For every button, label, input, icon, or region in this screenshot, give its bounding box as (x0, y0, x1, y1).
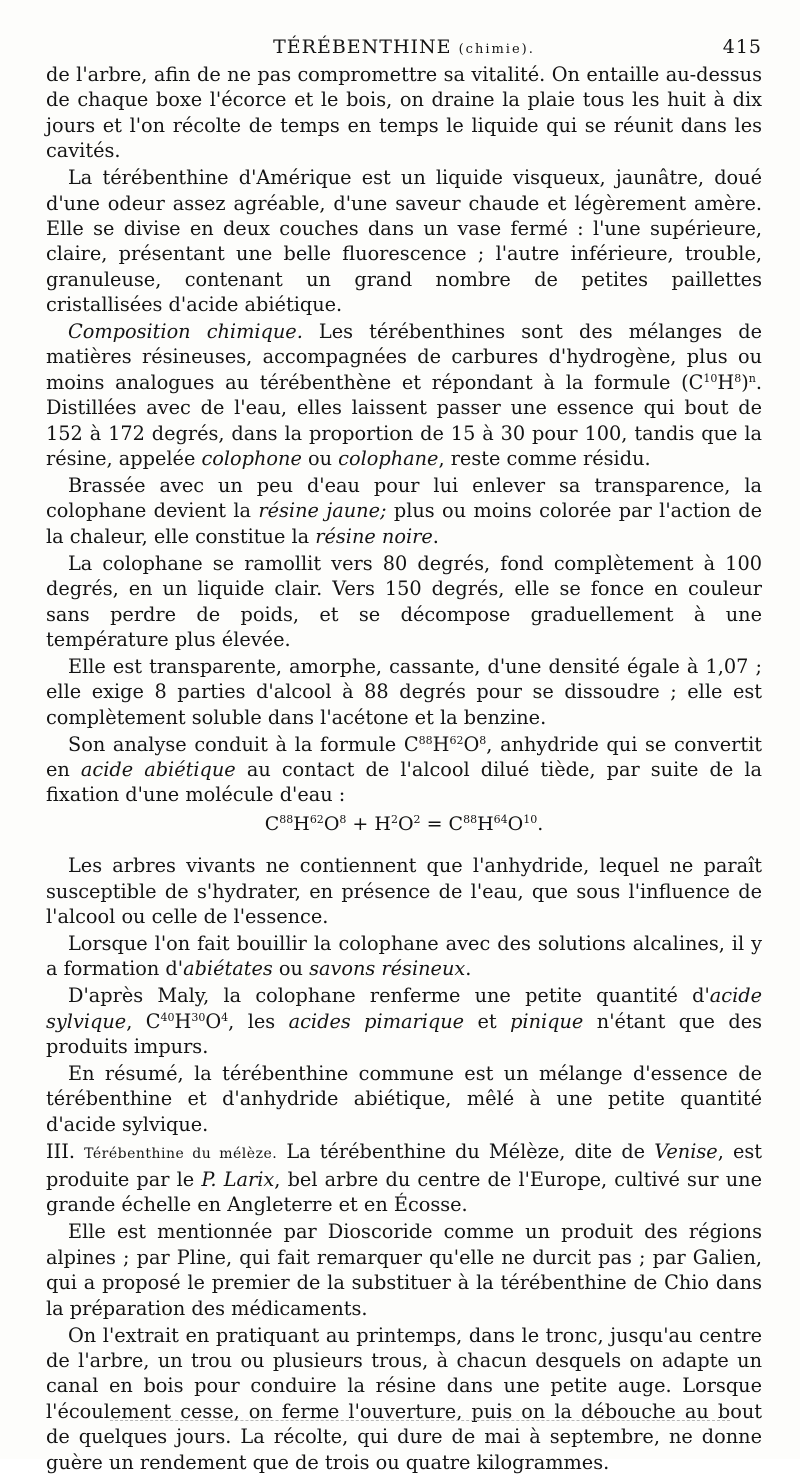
running-header (46, 36, 762, 62)
page-body (46, 62, 762, 1475)
chemical-equation: $C^{88}H^{62}O^8 + H^2O^2 = C^{88}H^{64}O^{10}$. (264, 812, 544, 835)
paragraph-5: La colophane se ramollit vers 80 degrés, fond complètement à 100 degrés, en un liquide clair. Vers 150 degrés, elle se fonce en couleur sans perdre de poids, et se décompose graduellement à une température plus élevée. (46, 551, 762, 651)
paragraph-1: de l'arbre, afin de ne pas compromettre sa vitalité. On entaille au-dessus de chaque boxe l'écorce et le bois, on draine la plaie tous les huit à dix jours et l'on récolte de temps en temps le liquide qui se réunit dans les cavités. (46, 63, 762, 163)
running-title (46, 36, 762, 58)
paragraph-8: Les arbres vivants ne contiennent que l'anhydride, lequel ne paraît susceptible de s'hydrater, en présence de l'eau, que sous l'influence de l'alcool ou celle de l'essence. (46, 854, 762, 928)
paragraph-6: Elle est transparente, amorphe, cassante, d'une densité égale à 1,07 ; elle exige 8 parties d'alcool à 88 degrés pour se dissoudre ; elle est complètement soluble dans l'acétone et la benzine. (46, 654, 762, 729)
paragraph-12: III. Térébenthine du mélèze. La térébenthine du Mélèze, dite de Venise, est produite par le P. Larix, bel arbre du centre de l'Europe, cultivé sur une grande échelle en Angleterre et en Écosse. (46, 1139, 763, 1217)
section-title: Térébenthine du mélèze. (84, 1145, 278, 1162)
paragraph-7: Son analyse conduit à la formule $C^{88}H^{62}O^8$, anhydride qui se convertit en acide abiétique au contact de l'alcool dilué tiède, par suite de la fixation d'une molécule d'eau : (46, 732, 763, 807)
paragraph-11: En résumé, la térébenthine commune est un mélange d'essence de térébenthine et d'anhydride abiétique, mêlé à une petite quantité d'acide sylvique. (46, 1061, 762, 1136)
paragraph-2: La térébenthine d'Amérique est un liquide visqueux, jaunâtre, doué d'une odeur assez agréable, d'une saveur chaude et légèrement amère. Elle se divise en deux couches dans un vase fermé : l'une supérieure, claire, présentant une belle fluorescence ; l'autre inférieure, trouble, granuleuse, contenant un grand nombre de petites paillettes cristallisées d'acide abiétique. (46, 166, 762, 317)
section-heading: Composition chimique. (68, 320, 303, 344)
header-subtitle: (chimie). (458, 42, 535, 57)
paragraph-13: Elle est mentionnée par Dioscoride comme un produit des régions alpines ; par Pline, qui fait remarquer qu'elle ne durcit pas ; par Galien, qui a proposé le premier de la substituer à la térébenthine de Chio dans la préparation des médicaments. (46, 1220, 762, 1320)
header-title: TÉRÉBENTHINE (273, 36, 452, 58)
paragraph-9: Lorsque l'on fait bouillir la colophane avec des solutions alcalines, il y a formation d'abiétates ou savons résineux. (46, 931, 762, 981)
section-number: III. (46, 1139, 75, 1163)
page-number: 415 (722, 36, 762, 58)
paragraph-4: Brassée avec un peu d'eau pour lui enlever sa transparence, la colophane devient la résine jaune; plus ou moins colorée par l'action de la chaleur, elle constitue la résine noire. (46, 474, 762, 548)
footer-dotted-line (110, 1420, 730, 1421)
paragraph-10: D'après Maly, la colophane renferme une petite quantité d'acide sylvique, $C^{40}H^{30}O^4$, les acides pimarique et pinique n'étant que des produits impurs. (46, 984, 763, 1059)
paragraph-14: On l'extrait en pratiquant au printemps, dans le tronc, jusqu'au centre de l'arbre, un trou ou plusieurs trous, à chacun desquels on adapte un canal en bois pour conduire la résine dans une petite auge. Lorsque l'écoulement cesse, on ferme l'ouverture, puis on la débouche au bout de quelques jours. La récolte, qui dure de mai à septembre, ne donne guère un rendement que de trois ou quatre kilogrammes. (46, 1323, 762, 1474)
paragraph-3: Composition chimique. Les térébenthines sont des mélanges de matières résineuses, accompagnées de carbures d'hydrogène, plus ou moins analogues au térébenthène et répondant à la formule $(C^{10}H^8)^n$. Distillées avec de l'eau, elles laissent passer une essence qui bout de 152 à 172 degrés, dans la proportion de 15 à 30 pour 100, tandis que la résine, appelée colophone ou colophane, reste comme résidu. (46, 320, 762, 471)
